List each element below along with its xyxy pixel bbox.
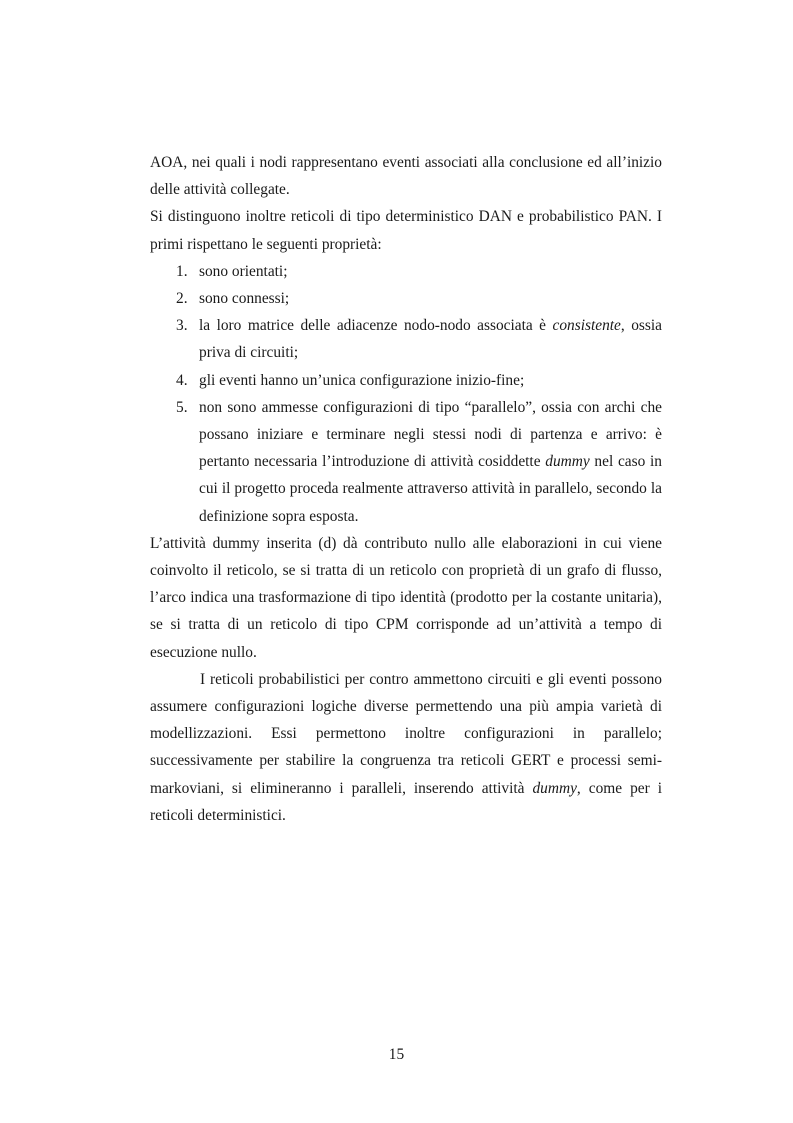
paragraph-text-end: , come per i reticoli deterministici.: [150, 779, 663, 824]
list-item: [150, 394, 662, 530]
paragraph-dummy-activity: L’attività dummy inserita (d) dà contributo nullo alle elaborazioni in cui viene coinvolto il reticolo, se si tratta di un reticolo con proprietà di un grafo di flusso, l’arco indica una trasformazione di tipo identità (prodotto per la costante unitaria), se si tratta di un reticolo di tipo CPM corrisponde ad un’attività a tempo di esecuzione nullo.: [150, 534, 662, 661]
list-item-text-end: nel caso in cui il progetto proceda realmente attraverso attività in parallelo, secondo la definizione sopra esposta.: [199, 453, 662, 525]
list-item-number: 1.: [176, 262, 188, 280]
list-item-text: sono orientati;: [199, 262, 288, 280]
list-item-text: la loro matrice delle adiacenze nodo-nodo associata è: [199, 317, 553, 335]
page-number: 15: [388, 1046, 405, 1063]
paragraph-text: I reticoli probabilistici per contro ammettono circuiti e gli eventi possono assumere configurazioni logiche diverse permettendo una più ampia varietà di modellizzazioni. Essi permettono inoltre configurazioni in parallelo; successivamente per stabilire la congruenza tra reticoli GERT e processi semi-markoviani, si elimineranno i paralleli, inserendo attività: [150, 670, 662, 797]
list-item-text: non sono ammesse configurazioni di tipo “parallelo”, ossia con archi che possano iniziare e terminare negli stessi nodi di partenza e arrivo: è pertanto necessaria l’introduzione di attività cosiddette: [199, 398, 662, 471]
page-body: [150, 149, 662, 829]
list-item: [150, 312, 662, 366]
list-item-italic: dummy: [545, 453, 590, 471]
list-item: [150, 367, 662, 394]
list-item-italic: consistente: [552, 317, 621, 335]
list-item: [150, 285, 662, 312]
list-item-text: sono connessi;: [199, 290, 290, 308]
list-item-text: gli eventi hanno un’unica configurazione inizio-fine;: [199, 371, 525, 389]
list-item-text-end: , ossia priva di circuiti;: [199, 317, 662, 362]
list-item-number: 5.: [176, 398, 188, 416]
paragraph-probabilistic: [150, 666, 662, 829]
list-item: [150, 258, 662, 285]
paragraph-italic: dummy: [532, 779, 577, 797]
list-item-number: 3.: [176, 317, 188, 335]
paragraph-aoa: AOA, nei quali i nodi rappresentano eventi associati alla conclusione ed all’inizio delle attività collegate.: [150, 154, 662, 199]
list-item-number: 4.: [176, 371, 188, 389]
paragraph-dan-pan: Si distinguono inoltre reticoli di tipo deterministico DAN e probabilistico PAN. I primi rispettano le seguenti proprietà:: [150, 208, 662, 253]
list-item-number: 2.: [176, 290, 188, 308]
properties-list: [150, 258, 662, 530]
